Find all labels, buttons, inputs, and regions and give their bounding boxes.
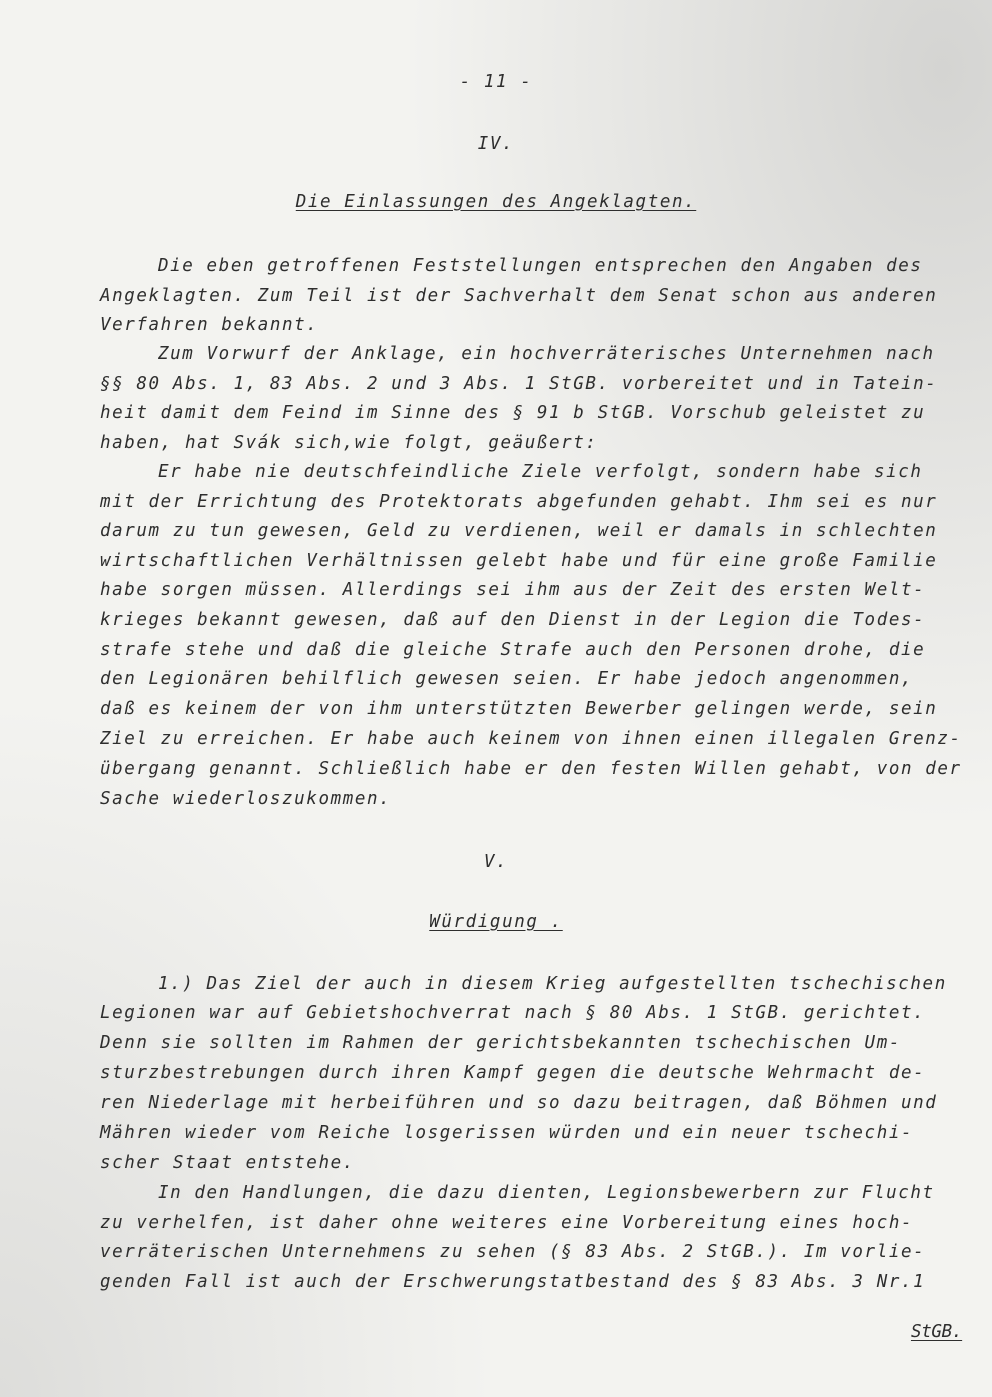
paragraph-line: strafe stehe und daß die gleiche Strafe auch den Personen drohe, die [100,640,926,660]
paragraph-line: Er habe nie deutschfeindliche Ziele verfolgt, sondern habe sich [158,462,923,482]
paragraph-line: In den Handlungen, die dazu dienten, Legionsbewerbern zur Flucht [158,1183,935,1203]
section-numeral-v: V. [483,852,509,872]
paragraph-line: ren Niederlage mit herbeiführen und so dazu beitragen, daß Böhmen und [100,1093,938,1113]
paragraph-line: Legionen war auf Gebietshochverrat nach § 80 Abs. 1 StGB. gerichtet. [100,1003,926,1023]
paragraph-line: verräterischen Unternehmens zu sehen (§ 83 Abs. 2 StGB.). Im vorlie- [100,1242,926,1262]
paragraph-line: 1.) Das Ziel der auch in diesem Krieg aufgestellten tschechischen [158,974,947,994]
paragraph-line: darum zu tun gewesen, Geld zu verdienen, weil er damals in schlechten [100,521,938,541]
paragraph-line: Sache wiederloszukommen. [100,789,392,809]
paragraph-line: §§ 80 Abs. 1, 83 Abs. 2 und 3 Abs. 1 StGB. vorbereitet und in Tatein- [100,374,938,394]
paragraph-line: heit damit dem Feind im Sinne des § 91 b StGB. Vorschub geleistet zu [100,403,926,423]
section-heading-iv: Die Einlassungen des Angeklagten. [295,192,697,212]
trailing-wrap [870,1302,962,1362]
paragraph-line: den Legionären behilflich gewesen seien. Er habe jedoch angenommen, [100,669,914,689]
paragraph-line: mit der Errichtung des Protektorats abgefunden gehabt. Ihm sei es nur [100,492,938,512]
paragraph-line: sturzbestrebungen durch ihren Kampf gegen die deutsche Wehrmacht de- [100,1063,926,1083]
paragraph-line: krieges bekannt gewesen, daß auf den Dienst in der Legion die Todes- [100,610,926,630]
trailing-reference: StGB. [910,1322,963,1342]
paragraph-line: Die eben getroffenen Feststellungen entsprechen den Angaben des [158,256,923,276]
section-heading-v: Würdigung . [429,912,563,932]
section-heading-wrap-iv [0,192,992,212]
paragraph-line: habe sorgen müssen. Allerdings sei ihm aus der Zeit des ersten Welt- [100,580,926,600]
section-heading-wrap-v [0,912,992,932]
paragraph-line: Zum Vorwurf der Anklage, ein hochverräterisches Unternehmen nach [158,344,935,364]
paragraph-line: daß es keinem der von ihm unterstützten Bewerber gelingen werde, sein [100,699,938,719]
paragraph-line: scher Staat entstehe. [100,1153,355,1173]
paragraph-line: haben, hat Svák sich,wie folgt, geäußert: [100,433,598,453]
paragraph-line: wirtschaftlichen Verhältnissen gelebt habe und für eine große Familie [100,551,938,571]
paragraph-line: zu verhelfen, ist daher ohne weiteres eine Vorbereitung eines hoch- [100,1213,914,1233]
paragraph-line: Ziel zu erreichen. Er habe auch keinem von ihnen einen illegalen Grenz- [100,729,962,749]
paragraph-line: übergang genannt. Schließlich habe er den festen Willen gehabt, von der [100,759,962,779]
page-number: - 11 - [459,72,533,92]
section-numeral-iv: IV. [477,134,515,154]
paragraph-line: Mähren wieder vom Reiche losgerissen würden und ein neuer tschechi- [100,1123,914,1143]
paragraph-line: Denn sie sollten im Rahmen der gerichtsbekannten tschechischen Um- [100,1033,901,1053]
paragraph-line: Verfahren bekannt. [100,315,319,335]
paragraph-line: Angeklagten. Zum Teil ist der Sachverhalt dem Senat schon aus anderen [100,286,938,306]
paragraph-line: genden Fall ist auch der Erschwerungstatbestand des § 83 Abs. 3 Nr.1 [100,1272,926,1292]
